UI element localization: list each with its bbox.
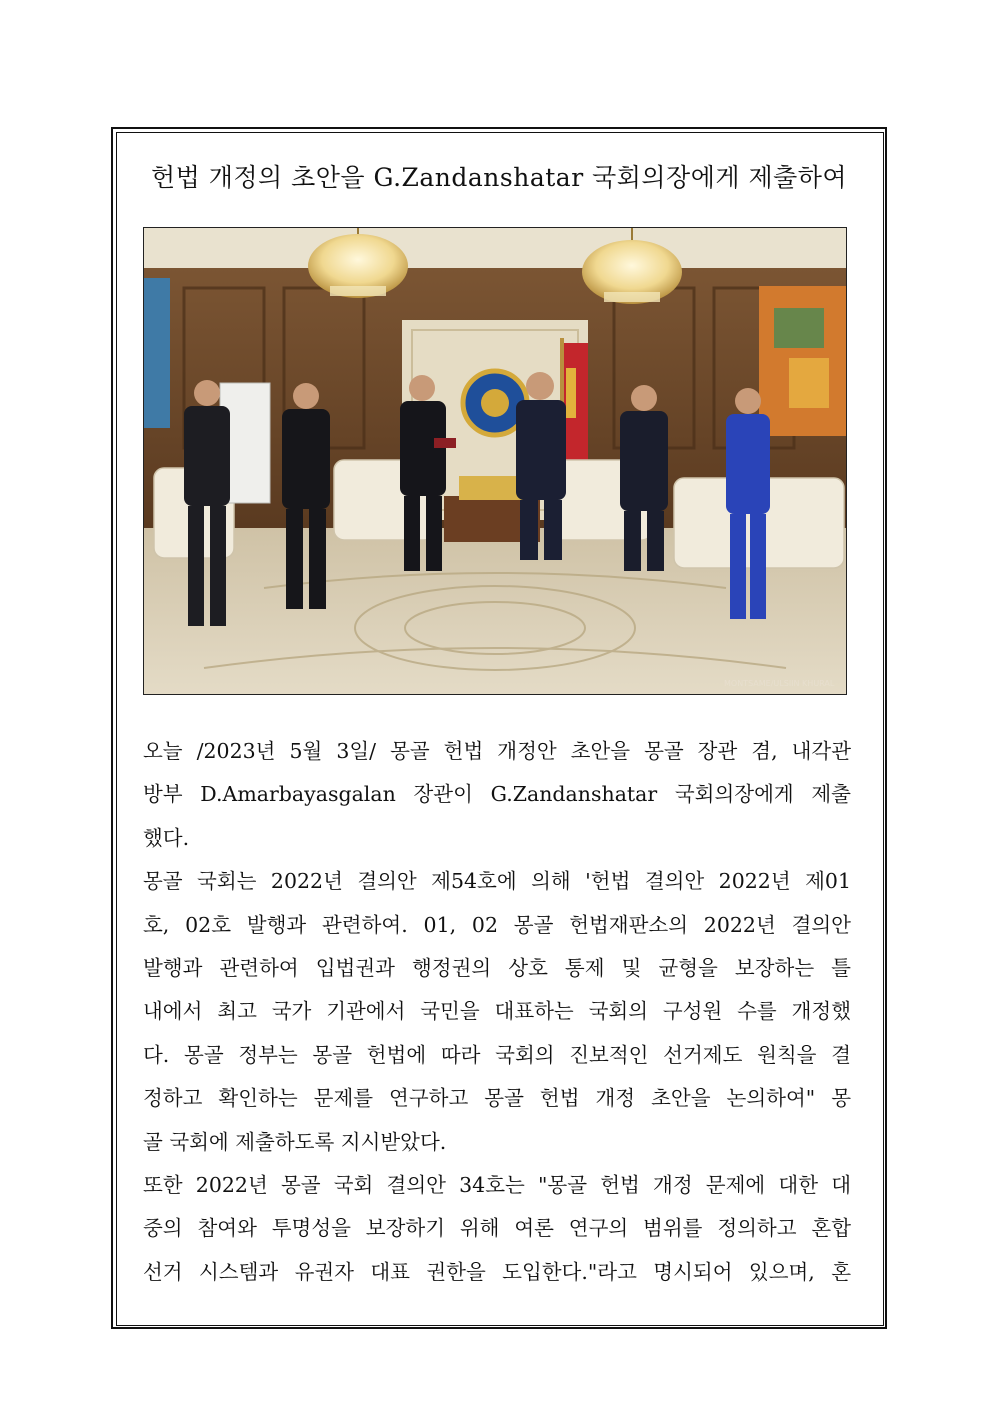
body-line: 또한 2022년 몽골 국회 결의안 34호는 "몽골 헌법 개정 문제에 대한 대: [143, 1172, 851, 1197]
body-line: 발행과 관련하여 입법권과 행정권의 상호 통제 및 균형을 보장하는 틀: [143, 955, 851, 980]
body-line: 내에서 최고 국가 기관에서 국민을 대표하는 국회의 구성원 수를 개정했: [143, 999, 851, 1024]
meeting-photo: [143, 227, 847, 695]
article-title: 헌법 개정의 초안을 G.Zandanshatar 국회의장에게 제출하여: [150, 163, 848, 192]
left-painting: [144, 278, 170, 428]
body-line: 호, 02호 발행과 관련하여. 01, 02 몽골 헌법재판소의 2022년 결의안: [143, 912, 851, 937]
body-line: 중의 참여와 투명성을 보장하기 위해 여론 연구의 범위를 정의하고 혼합: [143, 1216, 851, 1241]
body-line: 정하고 확인하는 문제를 연구하고 몽골 헌법 개정 초안을 논의하여" 몽: [143, 1086, 851, 1111]
article-body: [143, 730, 851, 1294]
golden-box: [459, 476, 523, 500]
body-line: 다. 몽골 정부는 몽골 헌법에 따라 국회의 진보적인 선거제도 원칙을 결: [143, 1042, 851, 1067]
body-line: 오늘 /2023년 5월 3일/ 몽골 헌법 개정안 초안을 몽골 장관 겸, 내각관: [143, 739, 851, 763]
body-line: 몽골 국회는 2022년 결의안 제54호에 의해 '헌법 결의안 2022년 제01: [143, 869, 851, 894]
body-line: 방부 D.Amarbayasgalan 장관이 G.Zandanshatar 국회의장에게 제출: [143, 782, 851, 807]
body-line: 골 국회에 제출하도록 지시받았다.: [143, 1129, 447, 1154]
body-line: 했다.: [143, 825, 190, 850]
body-line: 선거 시스템과 유권자 대표 권한을 도입한다."라고 명시되어 있으며, 혼: [143, 1259, 851, 1284]
photo-watermark: MONTSAME/ULSIIN KHURAL: [724, 679, 835, 688]
